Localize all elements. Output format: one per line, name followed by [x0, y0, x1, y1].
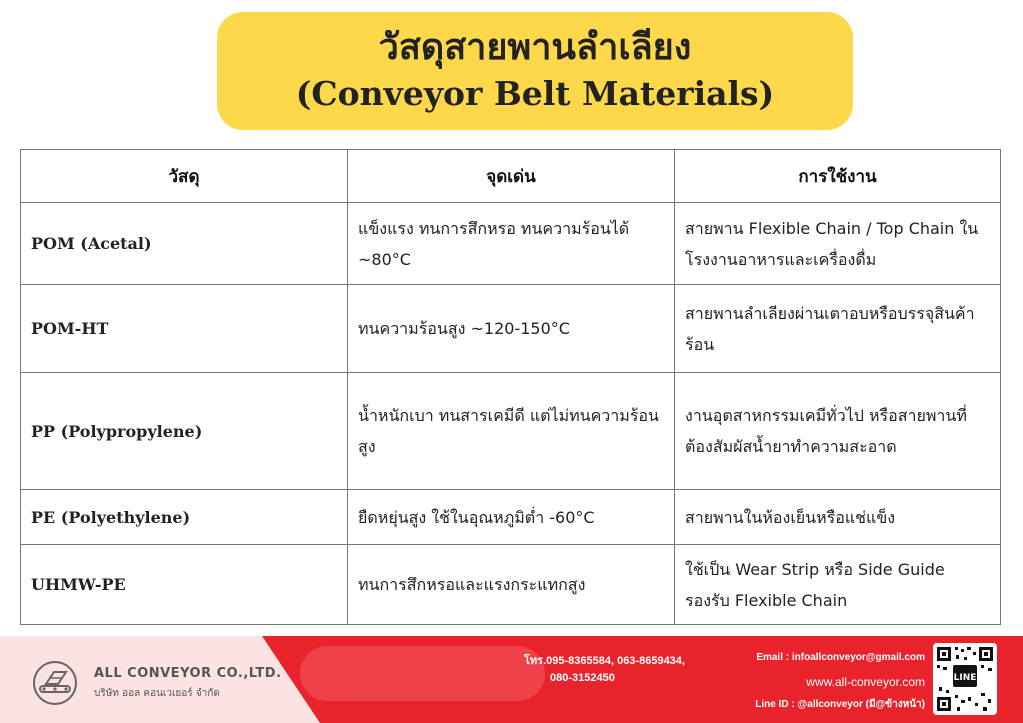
usage-cell: สายพาน Flexible Chain / Top Chain ในโรงงานอาหารและเครื่องดื่ม — [675, 203, 1001, 285]
contact-email: Email : infoallconveyor@gmail.com — [756, 652, 925, 663]
feature-cell: ทนการสึกหรอและแรงกระแทกสูง — [348, 545, 675, 625]
usage-cell: ใช้เป็น Wear Strip หรือ Side Guide รองรับ Flexible Chain — [675, 545, 1001, 625]
feature-cell: ทนความร้อนสูง ~120-150°C — [348, 285, 675, 373]
table-header-row — [21, 150, 1001, 203]
usage-cell: สายพานลำเลียงผ่านเตาอบหรือบรรจุสินค้าร้อน — [675, 285, 1001, 373]
usage-cell: งานอุตสาหกรรมเคมีทั่วไป หรือสายพานที่ต้องสัมผัสน้ำยาทำความสะอาด — [675, 373, 1001, 490]
phone-numbers-line2: 080-3152450 — [550, 672, 615, 684]
qr-line-label: LINE — [953, 673, 977, 683]
material-cell: PE (Polyethylene) — [21, 490, 348, 545]
table-row — [21, 285, 1001, 373]
title-thai: วัสดุสายพานลำเลียง — [378, 27, 692, 68]
table-row — [21, 490, 1001, 545]
title-banner — [217, 12, 853, 130]
feature-cell: น้ำหนักเบา ทนสารเคมีดี แต่ไม่ทนความร้อนสูง — [348, 373, 675, 490]
material-cell: UHMW-PE — [21, 545, 348, 625]
footer-decor-oval — [300, 646, 545, 701]
usage-cell: สายพานในห้องเย็นหรือแช่แข็ง — [675, 490, 1001, 545]
feature-cell: ยืดหยุ่นสูง ใช้ในอุณหภูมิต่ำ -60°C — [348, 490, 675, 545]
company-name-english: ALL CONVEYOR CO.,LTD. — [94, 666, 282, 681]
header-material: วัสดุ — [21, 150, 348, 203]
feature-cell: แข็งแรง ทนการสึกหรอ ทนความร้อนได้ ~80°C — [348, 203, 675, 285]
contact-line-id: Line ID : @allconveyor (มี@ข้างหน้า) — [755, 699, 925, 710]
table-row — [21, 373, 1001, 490]
contact-website[interactable]: www.all-conveyor.com — [806, 675, 925, 689]
phone-numbers-line1: โทร.095-8365584, 063-8659434, — [524, 655, 685, 667]
table-row — [21, 203, 1001, 285]
line-qr-code-icon — [933, 643, 997, 715]
header-feature: จุดเด่น — [348, 150, 675, 203]
company-name-thai: บริษัท ออล คอนเวเยอร์ จำกัด — [94, 688, 220, 699]
materials-table — [20, 149, 1001, 625]
material-cell: POM-HT — [21, 285, 348, 373]
material-cell: PP (Polypropylene) — [21, 373, 348, 490]
title-english: (Conveyor Belt Materials) — [295, 74, 775, 113]
table-row — [21, 545, 1001, 625]
header-usage: การใช้งาน — [675, 150, 1001, 203]
material-cell: POM (Acetal) — [21, 203, 348, 285]
footer-banner — [0, 636, 1023, 723]
company-logo-icon — [32, 660, 78, 706]
